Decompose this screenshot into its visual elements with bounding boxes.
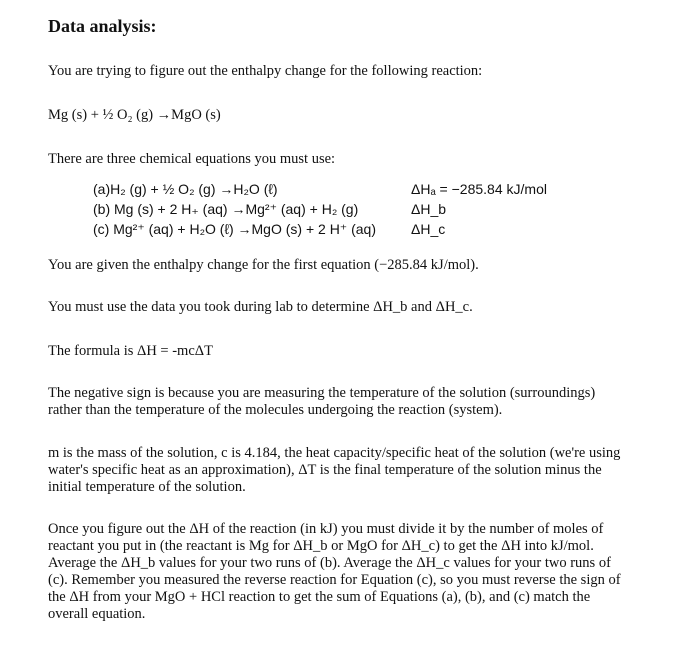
equation-c: (c) Mg²⁺ (aq) + H₂O (ℓ) →MgO (s) + 2 H⁺ (aq) — [93, 221, 376, 237]
intro-text: You are trying to figure out the enthalpy change for the following reaction: — [48, 63, 483, 79]
overall-reaction: Mg (s) + ½ O₂ (g) →MgO (s) — [48, 107, 221, 123]
enthalpy-a: ΔHₐ = −285.84 kJ/mol — [411, 181, 547, 197]
negative-sign-paragraph: The negative sign is because you are measuring the temperature of the solution (surroundings) rather than the temperature of the molecules undergoing the reaction (system). — [48, 385, 596, 418]
use-data-text: You must use the data you took during lab to determine ΔH_b and ΔH_c. — [48, 299, 473, 315]
given-text: You are given the enthalpy change for the first equation (−285.84 kJ/mol). — [48, 257, 479, 273]
procedure-paragraph: Once you figure out the ΔH of the reaction (in kJ) you must divide it by the number of moles of reactant you put in (the reactant is Mg for ΔH_b or MgO for ΔH_c) to get the ΔH into kJ/mol. Average the ΔH_b values for your two runs of (b). Average the ΔH_c values for your two runs of (c). Remember you measured the reverse reaction for Equation (c), so you must reverse the sign of the ΔH from your MgO + HCl reaction to get the sum of Equations (a), (b), and (c) match the overall equation. — [48, 521, 621, 622]
enthalpy-c: ΔH_c — [411, 221, 446, 237]
section-heading: Data analysis: — [48, 16, 157, 36]
equations-intro: There are three chemical equations you must use: — [48, 151, 336, 167]
mass-explanation-paragraph: m is the mass of the solution, c is 4.184, the heat capacity/specific heat of the solution (we're using water's specific heat as an approximation), ΔT is the final temperature of the solution minus the initial temperature of the solution. — [48, 445, 621, 495]
equation-a: (a)H₂ (g) + ½ O₂ (g) →H₂O (ℓ) — [93, 181, 278, 197]
formula-text: The formula is ΔH = -mcΔT — [48, 343, 213, 359]
equation-b: (b) Mg (s) + 2 H₊ (aq) →Mg²⁺ (aq) + H₂ (g) — [93, 201, 359, 217]
enthalpy-b: ΔH_b — [411, 201, 447, 217]
